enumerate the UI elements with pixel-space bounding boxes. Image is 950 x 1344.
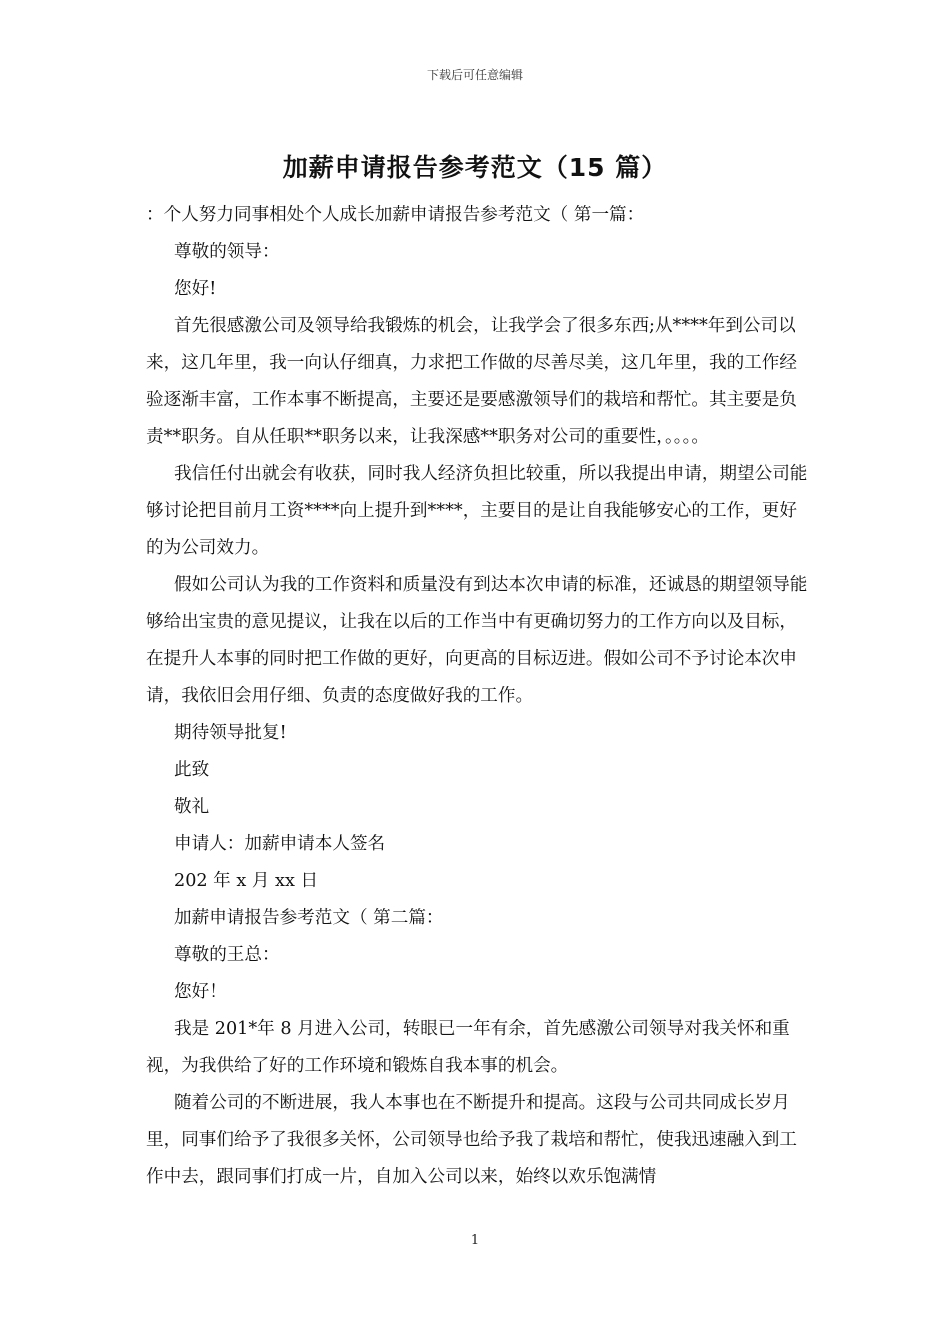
page-number: 1 [470,1233,480,1248]
paragraph: 此致 [174,760,210,780]
paragraph: 假如公司认为我的工作资料和质量没有到达本次申请的标准，还诚恳的期望领导能够给出宝贵的意见提议，让我在以后的工作当中有更确切努力的工作方向以及目标，在提升人本事的同时把工作做的更好，向更高的目标迈进。假如公司不予讨论本次申请，我依旧会用仔细、负责的态度做好我的工作。 [146,575,808,706]
document-title: 加薪申请报告参考范文（15 篇） [282,153,668,182]
paragraph: 首先很感激公司及领导给我锻炼的机会，让我学会了很多东西;从****年到公司以来，这几年里，我一向认仔细真，力求把工作做的尽善尽美，这几年里，我的工作经验逐渐丰富，工作本事不断提高，主要还是要感激领导们的栽培和帮忙。其主要是负责**职务。自从任职**职务以来，让我深感**职务对公司的重要性，。。。。 [146,316,797,447]
paragraph: ：个人努力同事相处个人成长加薪申请报告参考范文（ 第一篇： [146,205,645,225]
paragraph: 尊敬的王总： [174,945,280,965]
page-header-note: 下载后可任意编辑 [426,68,523,82]
document-body [146,197,810,1196]
paragraph: 尊敬的领导： [174,242,280,262]
paragraph: 我信任付出就会有收获，同时我人经济负担比较重，所以我提出申请，期望公司能够讨论把目前月工资****向上提升到****，主要目的是让自我能够安心的工作，更好的为公司效力。 [146,464,808,558]
paragraph: 申请人：加薪申请本人签名 [174,834,386,854]
paragraph: 随着公司的不断进展，我人本事也在不断提升和提高。这段与公司共同成长岁月里，同事们给予了我很多关怀，公司领导也给予我了栽培和帮忙，使我迅速融入到工作中去，跟同事们打成一片，自加入公司以来，始终以欢乐饱满情 [146,1093,797,1187]
paragraph: 您好! [174,279,217,299]
paragraph: 您好！ [174,982,227,1002]
paragraph: 202 年 x 月 xx 日 [174,871,319,891]
paragraph: 加薪申请报告参考范文（ 第二篇： [174,908,444,928]
paragraph: 我是 201*年 8 月进入公司，转眼已一年有余，首先感激公司领导对我关怀和重视，为我供给了好的工作环境和锻炼自我本事的机会。 [146,1019,790,1076]
paragraph: 期待领导批复! [174,723,287,743]
paragraph: 敬礼 [174,797,210,817]
